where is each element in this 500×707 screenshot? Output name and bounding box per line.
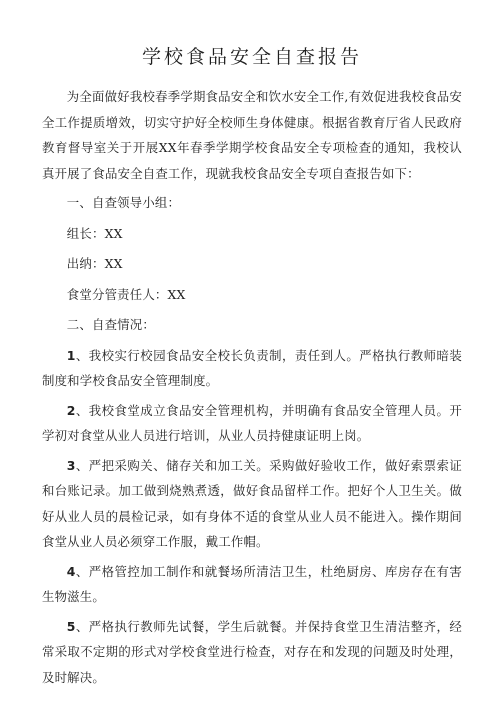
item-text: 、我校食堂成立食品安全管理机构，并明确有食品安全管理人员。开学初对食堂从业人员进行培训，从业人员持健康证明上岗。 <box>42 402 462 443</box>
inspection-item-5 <box>42 614 462 691</box>
item-text: 、严格管控加工制作和就餐场所清洁卫生，杜绝厨房、库房存在有害生物滋生。 <box>42 563 462 604</box>
canteen-manager-line: 食堂分管责任人：XX <box>66 286 186 302</box>
item-number: 1 <box>66 347 76 363</box>
item-text: 、严格执行教师先试餐，学生后就餐。并保持食堂卫生清洁整齐，经常采取不定期的形式对学校食堂进行检查，对存在和发现的问题及时处理，及时解决。 <box>42 618 462 685</box>
intro-paragraph: 为全面做好我校春季学期食品安全和饮水安全工作,有效促进我校食品安全工作提质增效，切实守护好全校师生身体健康。根据省教育厅省人民政府教育督导室关于开展XX年春季学期学校食品安全专项检查的通知，我校认真开展了食品安全自查工作，现就我校食品安全专项自查报告如下： <box>42 89 462 181</box>
item-number: 2 <box>66 402 76 418</box>
inspection-item-3 <box>42 453 462 555</box>
section-heading-leadership: 一、自查领导小组： <box>66 195 181 210</box>
item-number: 4 <box>66 563 76 579</box>
document-title: 学校食品安全自查报告 <box>141 46 362 68</box>
inspection-item-4 <box>42 559 462 610</box>
section-heading-inspection: 二、自查情况： <box>66 317 155 332</box>
inspection-item-2 <box>42 398 462 449</box>
item-text: 、我校实行校园食品安全校长负责制，责任到人。严格执行教师暗装制度和学校食品安全管理制度。 <box>42 347 462 388</box>
leader-line: 组长：XX <box>66 225 123 241</box>
item-text: 、严把采购关、储存关和加工关。采购做好验收工作，做好索票索证和台账记录。加工做到烧熟煮透，做好食品留样工作。把好个人卫生关。做好从业人员的晨检记录，如有身体不适的食堂从业人员不能进入。操作期间食堂从业人员必须穿工作服，戴工作帽。 <box>42 457 462 549</box>
inspection-item-1 <box>42 343 462 394</box>
item-number: 5 <box>66 618 76 634</box>
cashier-line: 出纳：XX <box>66 256 123 271</box>
item-number: 3 <box>66 457 76 473</box>
